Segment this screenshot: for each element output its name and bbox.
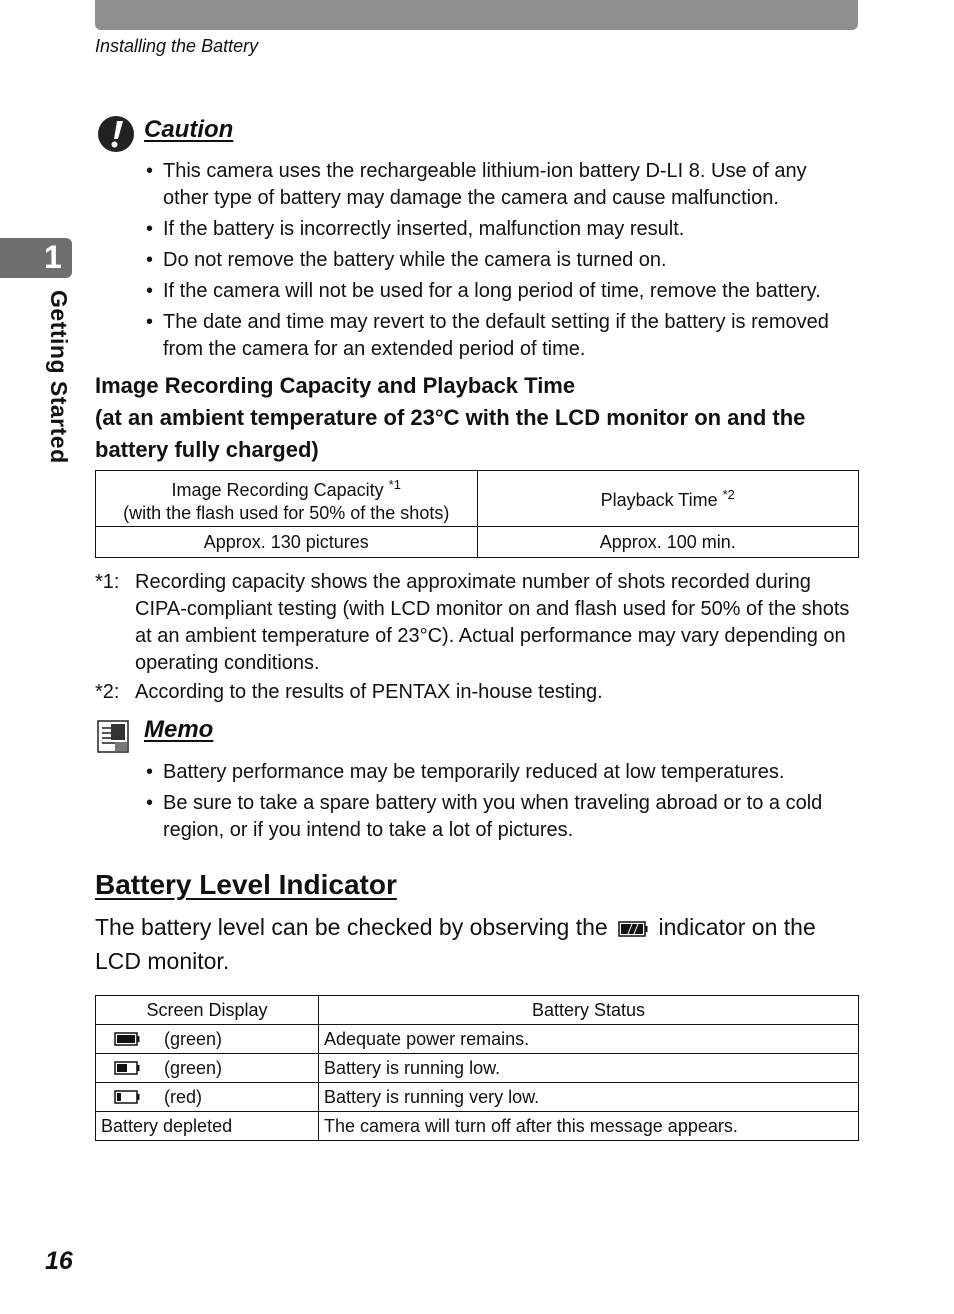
battery-half-icon [114, 1061, 140, 1075]
capacity-heading-line1: Image Recording Capacity and Playback Time [95, 373, 576, 398]
display-label: (red) [164, 1086, 203, 1107]
list-item: • If the battery is incorrectly inserted, malfunction may result. [146, 216, 846, 243]
battery-full-icon [618, 913, 648, 945]
capacity-col2-header: Playback Time $^{*2}$ [477, 471, 859, 527]
caution-title: Caution [144, 116, 234, 143]
status-cell: Adequate power remains. [319, 1025, 859, 1054]
col-header-screen-display: Screen Display [96, 996, 319, 1025]
header-bar [95, 0, 858, 30]
memo-title: Memo [144, 716, 214, 743]
running-title: Installing the Battery [95, 36, 259, 56]
capacity-table [95, 470, 859, 558]
status-cell: Battery is running very low. [319, 1083, 859, 1112]
col-header-battery-status: Battery Status [319, 996, 859, 1025]
footnote: *1: Recording capacity shows the approximate number of shots recorded during CIPA-compliant testing (with LCD monitor on and flash used for 50% of the shots at an ambient temperature of 23°C). Actual performance may vary depending on operating conditions. [95, 571, 850, 674]
table-row [96, 1083, 859, 1112]
chapter-title: Getting Started [46, 290, 72, 464]
capacity-heading-line2: (at an ambient temperature of 23°C with the LCD monitor on and the battery fully charged) [95, 405, 806, 462]
capacity-heading [95, 370, 865, 466]
battery-low-icon [114, 1090, 140, 1104]
table-row [96, 1112, 859, 1141]
display-label: (green) [164, 1028, 223, 1049]
chapter-number: 1 [44, 239, 62, 275]
footnotes [95, 569, 865, 708]
section-title: Battery Level Indicator [95, 869, 397, 900]
capacity-col1-value: Approx. 130 pictures [96, 527, 478, 558]
capacity-col1-header: Image Recording Capacity $^{*1}$ (with the flash used for 50% of the shots) [96, 471, 478, 527]
battery-full-icon [114, 1032, 140, 1046]
display-label: Battery depleted [96, 1112, 319, 1141]
caution-icon [97, 115, 135, 153]
table-row [96, 1054, 859, 1083]
list-item: • This camera uses the rechargeable lithium-ion battery D-LI 8. Use of any other type of battery may damage the camera and cause malfunction. [146, 158, 846, 212]
capacity-col2-value: Approx. 100 min. [477, 527, 859, 558]
display-label: (green) [164, 1057, 223, 1078]
battery-status-table [95, 995, 859, 1141]
memo-list [146, 759, 846, 848]
list-item: • Be sure to take a spare battery with you when traveling abroad or to a cold region, or if you intend to take a lot of pictures. [146, 790, 846, 844]
caution-list [146, 158, 846, 367]
list-item: • Battery performance may be temporarily reduced at low temperatures. [146, 759, 846, 786]
list-item: • If the camera will not be used for a long period of time, remove the battery. [146, 278, 846, 305]
table-row [96, 1025, 859, 1054]
page-number: 16 [45, 1247, 73, 1275]
list-item: • Do not remove the battery while the camera is turned on. [146, 247, 846, 274]
footnote: *2: According to the results of PENTAX in-house testing. [95, 681, 603, 703]
memo-icon [97, 720, 131, 754]
status-cell: Battery is running low. [319, 1054, 859, 1083]
list-item: • The date and time may revert to the default setting if the battery is removed from the camera for an extended period of time. [146, 309, 846, 363]
battery-intro: The battery level can be checked by observing the indicator on the LCD monitor. [95, 914, 816, 974]
status-cell: The camera will turn off after this message appears. [319, 1112, 859, 1141]
